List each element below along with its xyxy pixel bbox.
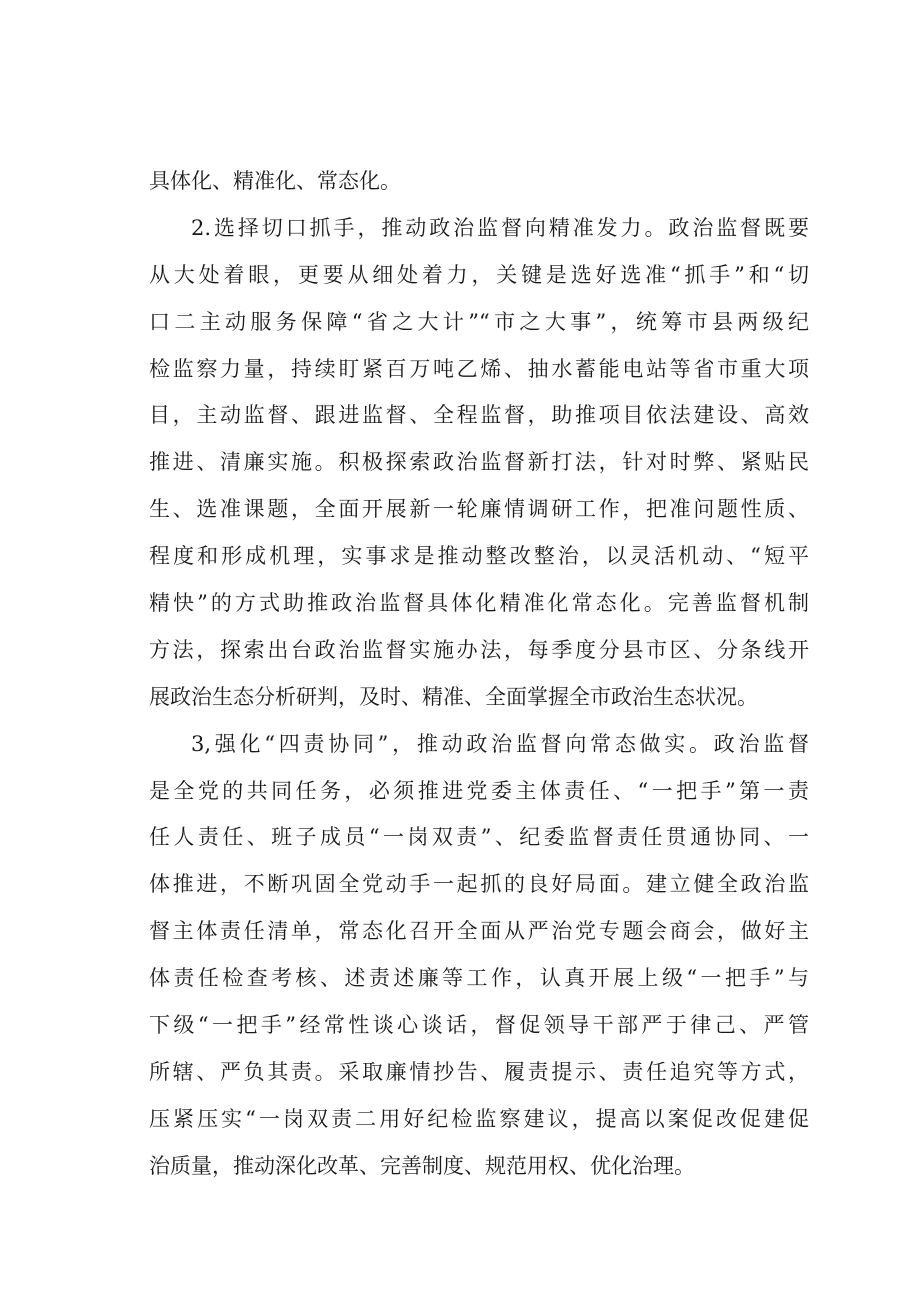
document-body [149,158,809,1190]
text-line: 所辖、严负其责。采取廉情抄告、履责提示、责任追究等方式， [149,1059,809,1084]
text-line: 压紧压实“一岗双责二用好纪检监察建议，提高以案促改促建促 [149,1106,809,1131]
text-line: 下级“一把手”经常性谈心谈话，督促领导干部严于律己、严管 [149,1013,809,1038]
text-line: 体责任检查考核、述责述廉等工作，认真开展上级“一把手”与 [149,966,809,991]
text-line: 体推进，不断巩固全党动手一起抓的良好局面。建立健全政治监 [149,872,809,897]
text-line: 督主体责任清单，常态化召开全面从严治党专题会商会，做好主 [149,919,809,944]
text-line: 是全党的共同任务，必须推进党委主体责任、“一把手”第一责 [149,778,809,803]
paragraph-3-heading-line: 3,强化“四责协同”，推动政治监督向常态做实。政治监督 [191,731,809,756]
text-line: 推进、清廉实施。积极探索政治监督新打法，针对时弊、紧贴民 [149,450,809,475]
text-line: 从大处着眼，更要从细处着力，关键是选好选准“抓手”和“切 [149,262,809,287]
text-line: 口二主动服务保障“省之大计”“市之大事”，统筹市县两级纪 [149,309,809,334]
text-line: 任人责任、班子成员“一岗双责”、纪委监督责任贯通协同、一 [149,825,809,850]
text-line: 生、选准课题，全面开展新一轮廉情调研工作，把准问题性质、 [149,497,809,522]
text-line: 具体化、精准化、常态化。 [149,169,401,193]
text-line: 精快”的方式助推政治监督具体化精准化常态化。完善监督机制 [149,591,809,616]
text-line: 程度和形成机理，实事求是推动整改整治，以灵活机动、“短平 [149,544,809,569]
text-line: 方法，探索出台政治监督实施办法，每季度分县市区、分条线开 [149,637,809,662]
text-line: 检监察力量，持续盯紧百万吨乙烯、抽水蓄能电站等省市重大项 [149,356,809,381]
text-line: 治质量，推动深化改革、完善制度、规范用权、优化治理。 [149,1153,695,1178]
paragraph-2-heading-line: 2.选择切口抓手，推动政治监督向精准发力。政治监督既要 [191,215,809,240]
text-line: 展政治生态分析研判，及时、精准、全面掌握全市政治生态状况。 [149,684,758,709]
text-line: 目，主动监督、跟进监督、全程监督，助推项目依法建设、高效 [149,403,809,428]
